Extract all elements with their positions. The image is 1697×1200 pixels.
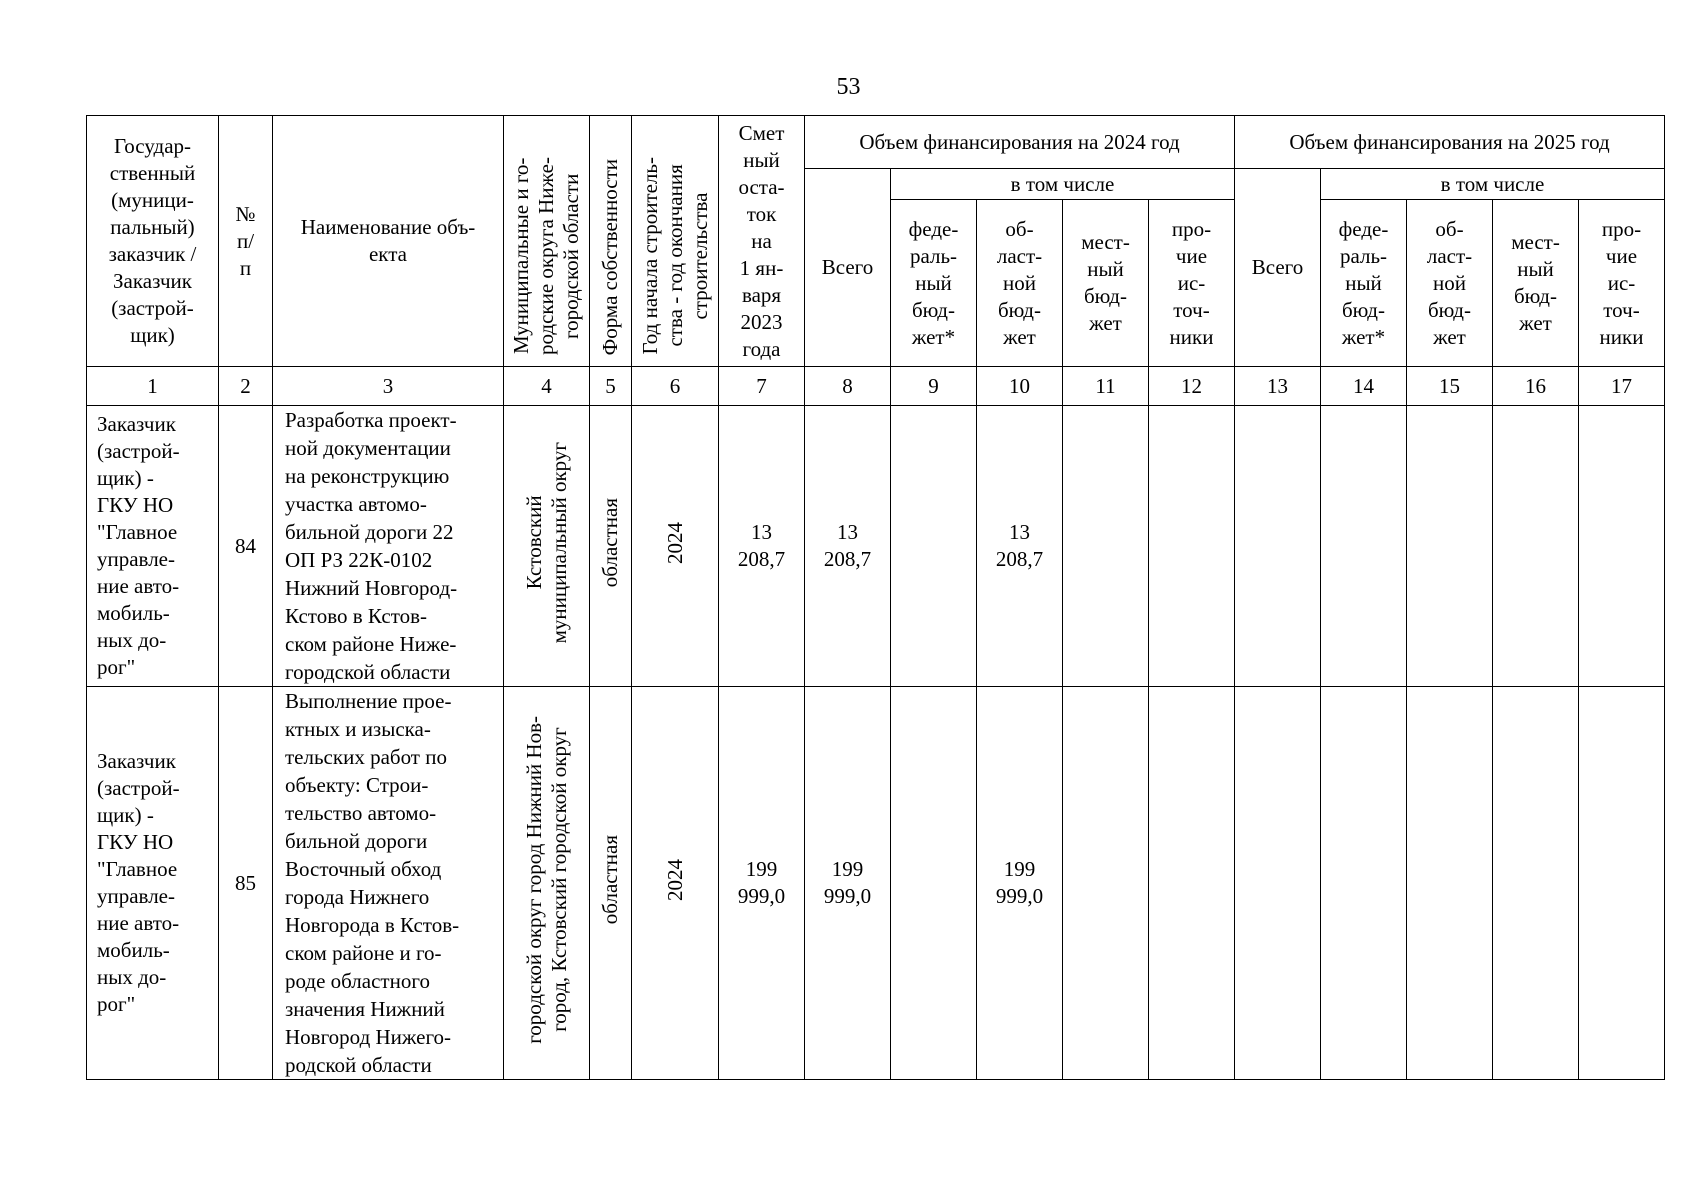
column-number: 9: [891, 367, 977, 406]
header-object-name: Наименование объ- екта: [273, 116, 504, 367]
page-number: 53: [836, 74, 861, 100]
header-including-2025: в том числе: [1321, 169, 1665, 200]
column-number: 10: [977, 367, 1063, 406]
header-regional-2025: об- ласт- ной бюд- жет: [1407, 200, 1493, 367]
header-other-2024: про- чие ис- точ- ники: [1149, 200, 1235, 367]
column-number: 2: [219, 367, 273, 406]
header-including-2024: в том числе: [891, 169, 1235, 200]
cell-regional-2025: [1407, 687, 1493, 1080]
cell-local-2024: [1063, 406, 1149, 687]
header-customer: Государ- ственный (муници- пальный) заказчик / Заказчик (застрой- щик): [87, 116, 219, 367]
header-municipality: Муниципальные и го- родские округа Ниже- городской области: [504, 116, 590, 367]
header-num: № п/ п: [219, 116, 273, 367]
cell-federal-2024: [891, 406, 977, 687]
cell-ownership: областная: [590, 406, 632, 687]
cell-customer: Заказчик (застрой- щик) - ГКУ НО "Главное управле- ние авто- мобиль- ных до- рог": [87, 406, 219, 687]
cell-regional-2024: 13 208,7: [977, 406, 1063, 687]
header-years: Год начала строитель- ства - год окончания строительства: [632, 116, 719, 367]
table-row: [87, 687, 1665, 1080]
header-federal-2024: феде- раль- ный бюд- жет*: [891, 200, 977, 367]
cell-municipality: Кстовский муниципальный округ: [504, 406, 590, 687]
header-ownership: Форма собственности: [590, 116, 632, 367]
cell-other-2024: [1149, 687, 1235, 1080]
cell-num: 84: [219, 406, 273, 687]
cell-regional-2024: 199 999,0: [977, 687, 1063, 1080]
column-number: 4: [504, 367, 590, 406]
cell-customer: Заказчик (застрой- щик) - ГКУ НО "Главное управле- ние авто- мобиль- ных до- рог": [87, 687, 219, 1080]
cell-local-2025: [1493, 406, 1579, 687]
column-number: 13: [1235, 367, 1321, 406]
column-number: 12: [1149, 367, 1235, 406]
header-local-2025: мест- ный бюд- жет: [1493, 200, 1579, 367]
cell-federal-2025: [1321, 406, 1407, 687]
cell-local-2025: [1493, 687, 1579, 1080]
column-number: 17: [1579, 367, 1665, 406]
cell-balance: 13 208,7: [719, 406, 805, 687]
header-other-2025: про- чие ис- точ- ники: [1579, 200, 1665, 367]
column-number: 3: [273, 367, 504, 406]
cell-ownership: областная: [590, 687, 632, 1080]
financing-table: [86, 115, 1665, 1080]
header-total-2025: Всего: [1235, 169, 1321, 367]
column-number: 8: [805, 367, 891, 406]
column-number: 6: [632, 367, 719, 406]
header-total-2024: Всего: [805, 169, 891, 367]
header-funding-2024: Объем финансирования на 2024 год: [805, 116, 1235, 169]
column-number: 1: [87, 367, 219, 406]
column-number: 16: [1493, 367, 1579, 406]
cell-municipality: городской округ город Нижний Нов- город, Кстовский городской округ: [504, 687, 590, 1080]
header-regional-2024: об- ласт- ной бюд- жет: [977, 200, 1063, 367]
header-federal-2025: феде- раль- ный бюд- жет*: [1321, 200, 1407, 367]
cell-federal-2024: [891, 687, 977, 1080]
cell-other-2025: [1579, 406, 1665, 687]
cell-total-2024: 13 208,7: [805, 406, 891, 687]
column-number-row: [87, 367, 1665, 406]
header-local-2024: мест- ный бюд- жет: [1063, 200, 1149, 367]
cell-num: 85: [219, 687, 273, 1080]
cell-object-name: Разработка проект- ной документации на реконструкцию участка автомо- бильной дороги 22 ОП РЗ 22К-0102 Нижний Новгород- Кстово в Кстов- ском районе Ниже- городской области: [273, 406, 504, 687]
column-number: 14: [1321, 367, 1407, 406]
cell-federal-2025: [1321, 687, 1407, 1080]
cell-local-2024: [1063, 687, 1149, 1080]
column-number: 15: [1407, 367, 1493, 406]
cell-total-2025: [1235, 406, 1321, 687]
column-number: 5: [590, 367, 632, 406]
header-balance: Смет ный оста- ток на 1 ян- варя 2023 года: [719, 116, 805, 367]
cell-years: 2024: [632, 687, 719, 1080]
table-row: [87, 406, 1665, 687]
column-number: 11: [1063, 367, 1149, 406]
header-row-1: [87, 116, 1665, 169]
cell-other-2025: [1579, 687, 1665, 1080]
cell-regional-2025: [1407, 406, 1493, 687]
column-number: 7: [719, 367, 805, 406]
cell-balance: 199 999,0: [719, 687, 805, 1080]
cell-other-2024: [1149, 406, 1235, 687]
cell-object-name: Выполнение прое- ктных и изыска- тельских работ по объекту: Строи- тельство автомо- бильной дороги Восточный обход города Нижнего Новгорода в Кстов- ском районе и го- роде областного значения Нижний Новгород Нижего- родской области: [273, 687, 504, 1080]
header-funding-2025: Объем финансирования на 2025 год: [1235, 116, 1665, 169]
cell-years: 2024: [632, 406, 719, 687]
cell-total-2025: [1235, 687, 1321, 1080]
cell-total-2024: 199 999,0: [805, 687, 891, 1080]
